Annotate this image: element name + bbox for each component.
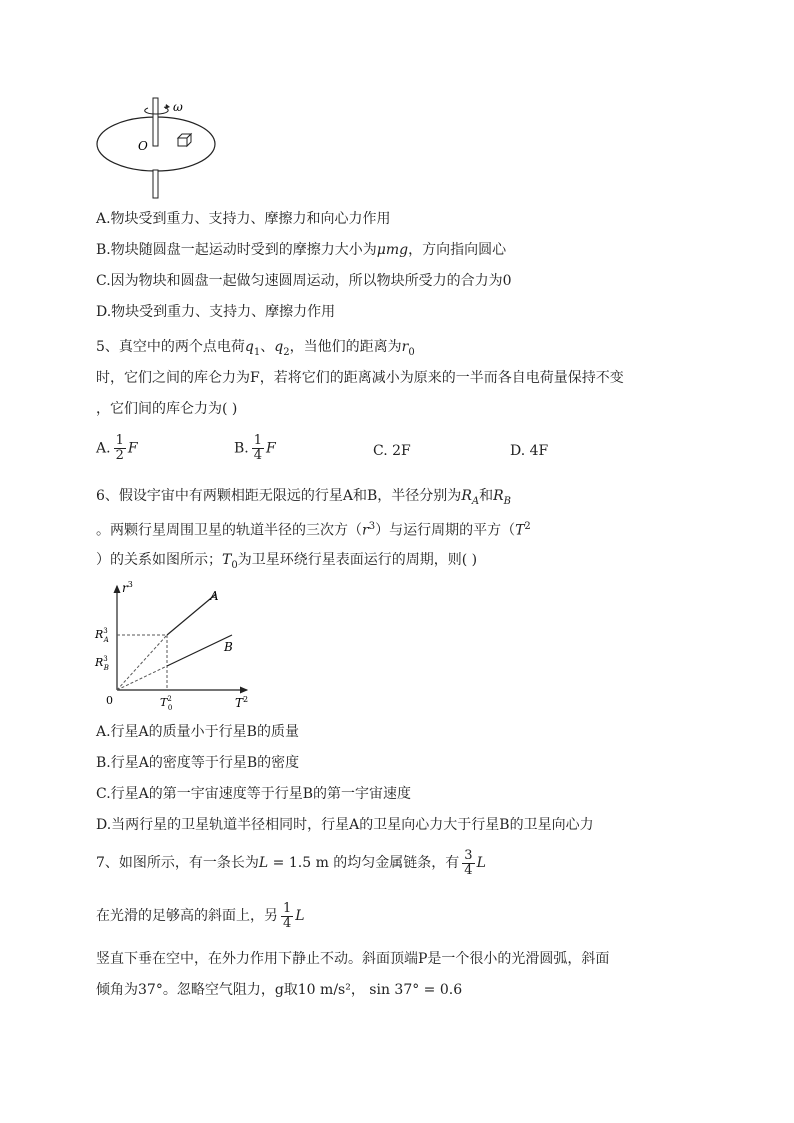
r0-symbol: r: [401, 339, 409, 355]
ra-symbol: R: [461, 488, 472, 504]
r0-sub: 0: [408, 346, 415, 358]
q6-option-b: B.行星A的密度等于行星B的密度: [96, 755, 300, 771]
q6-text-3-tail: 为卫星环绕行星表面运行的周期，则( ): [237, 552, 478, 568]
q5-a-num: 1: [115, 433, 124, 448]
q5-a-label: A.: [96, 440, 111, 457]
q4-option-d: D.物块受到重力、支持力、摩擦力作用: [96, 304, 336, 320]
q7-frac-3-4: [462, 849, 474, 878]
q7-text-2: 在光滑的足够高的斜面上，另: [96, 908, 278, 924]
y-axis-label: $r^3$: [122, 580, 133, 595]
q6-option-a: A.行星A的质量小于行星B的质量: [96, 724, 299, 740]
q4-b-text: B.物块随圆盘一起运动时受到的摩擦力大小为: [96, 242, 377, 258]
origin-label: 0: [106, 694, 113, 707]
q6-option-d: D.当两行星的卫星轨道半径相同时，行星A的卫星向心力大于行星B的卫星向心力: [96, 817, 594, 833]
q5-text-mid: ，当他们的距离为: [289, 339, 402, 355]
q5-b-label: B.: [234, 440, 249, 457]
q5-line-3: ，它们间的库仑力为( ): [96, 401, 238, 417]
q4-option-c: C.因为物块和圆盘一起做匀速圆周运动，所以物块所受力的合力为0: [96, 273, 512, 289]
q7-length: = 1.5 m: [268, 855, 329, 871]
q7-line-1: [96, 846, 486, 880]
t0-symbol: T: [222, 552, 232, 568]
q7-line-2: [96, 899, 305, 933]
q7-den-4: 4: [464, 862, 473, 878]
rb-tick-label: $R^3$ B: [95, 655, 109, 672]
q6-text: 6、假设宇宙中有两颗相距无限远的行星A和B，半径分别为: [96, 488, 462, 504]
q6-and: 和: [479, 488, 494, 504]
q5-b-den: 4: [253, 448, 263, 463]
t2-sup: 2: [524, 521, 531, 532]
q1-symbol: q: [244, 339, 254, 355]
q7-den-4b: 4: [283, 915, 292, 931]
q5-options: [96, 434, 716, 474]
q5-option-a: [96, 434, 138, 463]
r3-symbol: r: [362, 522, 369, 539]
line-a-dashed: [117, 635, 167, 690]
q7-frac-1-4: [281, 902, 293, 931]
q7-text-mid: 的均匀金属链条，有: [328, 855, 460, 871]
axle-top: [153, 98, 158, 146]
q7-line-3: 竖直下垂在空中，在外力作用下静止不动。斜面顶端P是一个很小的光滑圆弧，斜面: [96, 951, 610, 967]
q6-line-3: [96, 550, 477, 576]
q7-num-1: 1: [283, 900, 292, 916]
ra-tick-label: $R^3$ A: [95, 627, 109, 644]
q6-line-1: [96, 486, 511, 512]
q5-sep: 、: [260, 339, 275, 355]
x-axis-label: $T^2$: [235, 695, 249, 710]
q5-option-c: C. 2F: [373, 443, 411, 459]
q5-a-f: F: [127, 440, 138, 457]
q5-line-1: [96, 337, 415, 363]
q4-b-mu: μmg: [376, 242, 409, 258]
q7-text: 7、如图所示，有一条长为: [96, 855, 259, 871]
t0-sub: 0: [231, 559, 238, 571]
q6-line-2: [96, 517, 531, 541]
q5-option-b: [234, 434, 276, 463]
q5-b-num: 1: [253, 433, 263, 448]
line-b: [167, 635, 232, 666]
q6-text-2-mid: ）与运行周期的平方（: [375, 522, 516, 539]
q7-l-symbol-2: L: [476, 855, 486, 871]
q2-symbol: q: [274, 339, 284, 355]
q1-sub: 1: [253, 346, 261, 358]
q4-option-a: A.物块受到重力、支持力、摩擦力和向心力作用: [96, 211, 391, 227]
line-b-dashed: [117, 666, 167, 690]
omega-label: ω: [173, 100, 183, 114]
q2-sub: 2: [283, 346, 290, 358]
q6-text-3: ）的关系如图所示；: [96, 552, 222, 568]
q7-l-symbol-3: L: [295, 908, 305, 924]
ra-sub: A: [471, 495, 480, 507]
line-b-label: B: [224, 640, 233, 654]
rb-sub: B: [503, 495, 511, 507]
center-label: O: [138, 139, 148, 153]
q7-l-symbol: L: [258, 855, 269, 871]
q7-num-3: 3: [464, 847, 473, 863]
q5-line-2: 时，它们之间的库仑力为F，若将它们的距离减小为原来的一半而各自电荷量保持不变: [96, 370, 624, 386]
t2-symbol: T: [515, 522, 525, 539]
q5-a-frac: [114, 434, 126, 463]
q4-b-tail: ，方向指向圆心: [408, 242, 507, 258]
q7-line-4: 倾角为37°。忽略空气阻力，g取10 m/s²， sin 37° = 0.6: [96, 982, 463, 998]
q5-b-f: F: [266, 440, 276, 457]
q5-b-frac: [252, 434, 264, 463]
t0-tick-label: $T^2$ 0: [160, 695, 173, 712]
q5-text: 5、真空中的两个点电荷: [96, 339, 245, 355]
r3-t2-graph: [92, 578, 262, 716]
block-icon: [178, 134, 191, 146]
q5-option-d: D. 4F: [510, 443, 549, 459]
line-a: [167, 594, 216, 635]
arrowhead-icon: [165, 104, 170, 109]
q6-text-2: 。两颗行星周围卫星的轨道半径的三次方（: [96, 522, 362, 539]
disk-figure: [92, 96, 222, 202]
q4-option-b: [96, 240, 506, 260]
r3-sup: 3: [368, 521, 376, 532]
rb-symbol: R: [493, 488, 504, 504]
axle-bottom: [153, 170, 158, 198]
line-a-label: A: [210, 589, 219, 603]
q6-option-c: C.行星A的第一宇宙速度等于行星B的第一宇宙速度: [96, 786, 412, 802]
q5-a-den: 2: [115, 448, 124, 463]
